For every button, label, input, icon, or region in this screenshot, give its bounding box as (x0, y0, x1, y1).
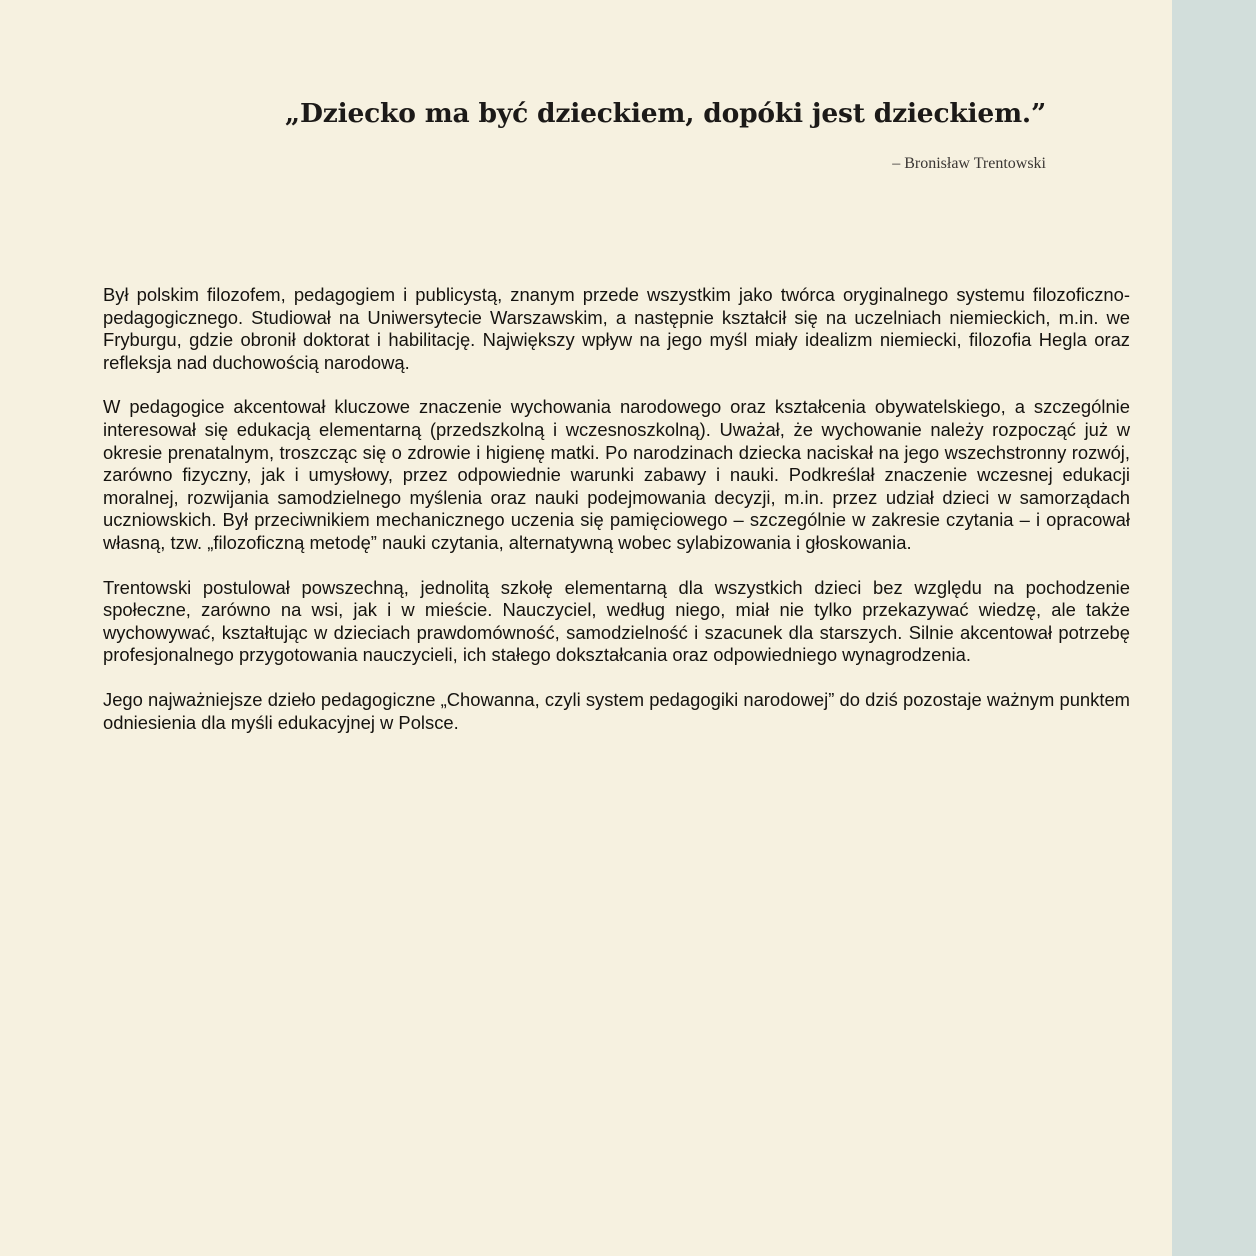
paragraph: Był polskim filozofem, pedagogiem i publicystą, znanym przede wszystkim jako twórca oryginalnego systemu filozoficzno-pedagogicznego. Studiował na Uniwersytecie Warszawskim, a następnie kształcił się na uczelniach niemieckich, m.in. we Fryburgu, gdzie obronił doktorat i habilitację. Największy wpływ na jego myśl miały idealizm niemiecki, filozofia Hegla oraz refleksja nad duchowością narodową. (103, 284, 1130, 373)
paragraph: Jego najważniejsze dzieło pedagogiczne „Chowanna, czyli system pedagogiki narodowej” do dziś pozostaje ważnym punktem odniesienia dla myśli edukacyjnej w Polsce. (103, 688, 1130, 733)
paragraph: W pedagogice akcentował kluczowe znaczenie wychowania narodowego oraz kształcenia obywatelskiego, a szczególnie interesował się edukacją elementarną (przedszkolną i wczesnoszkolną). Uważał, że wychowanie należy rozpocząć już w okresie prenatalnym, troszcząc się o zdrowie i higienę matki. Po narodzinach dziecka naciskał na jego wszechstronny rozwój, zarówno fizyczny, jak i umysłowy, przez odpowiednie warunki zabawy i nauki. Podkreślał znaczenie wczesnej edukacji moralnej, rozwijania samodzielnego myślenia oraz nauki podejmowania decyzji, m.in. przez udział dzieci w samorządach uczniowskich. Był przeciwnikiem mechanicznego uczenia się pamięciowego – szczególnie w zakresie czytania – i opracował własną, tzw. „filozoficzną metodę” nauki czytania, alternatywną wobec sylabizowania i głoskowania. (103, 396, 1130, 553)
quote-author: – Bronisław Trentowski (892, 155, 1046, 172)
biography-text (103, 284, 1130, 756)
paragraph: Trentowski postulował powszechną, jednolitą szkołę elementarną dla wszystkich dzieci bez względu na pochodzenie społeczne, zarówno na wsi, jak i w mieście. Nauczyciel, według niego, miał nie tylko przekazywać wiedzę, ale także wychowywać, kształtując w dzieciach prawdomówność, samodzielność i szacunek dla starszych. Silnie akcentował potrzebę profesjonalnego przygotowania nauczycieli, ich stałego dokształcania oraz odpowiedniego wynagrodzenia. (103, 576, 1130, 666)
quote-text: „Dziecko ma być dzieckiem, dopóki jest dzieckiem.” (284, 98, 1046, 129)
side-strip (1172, 0, 1256, 1256)
